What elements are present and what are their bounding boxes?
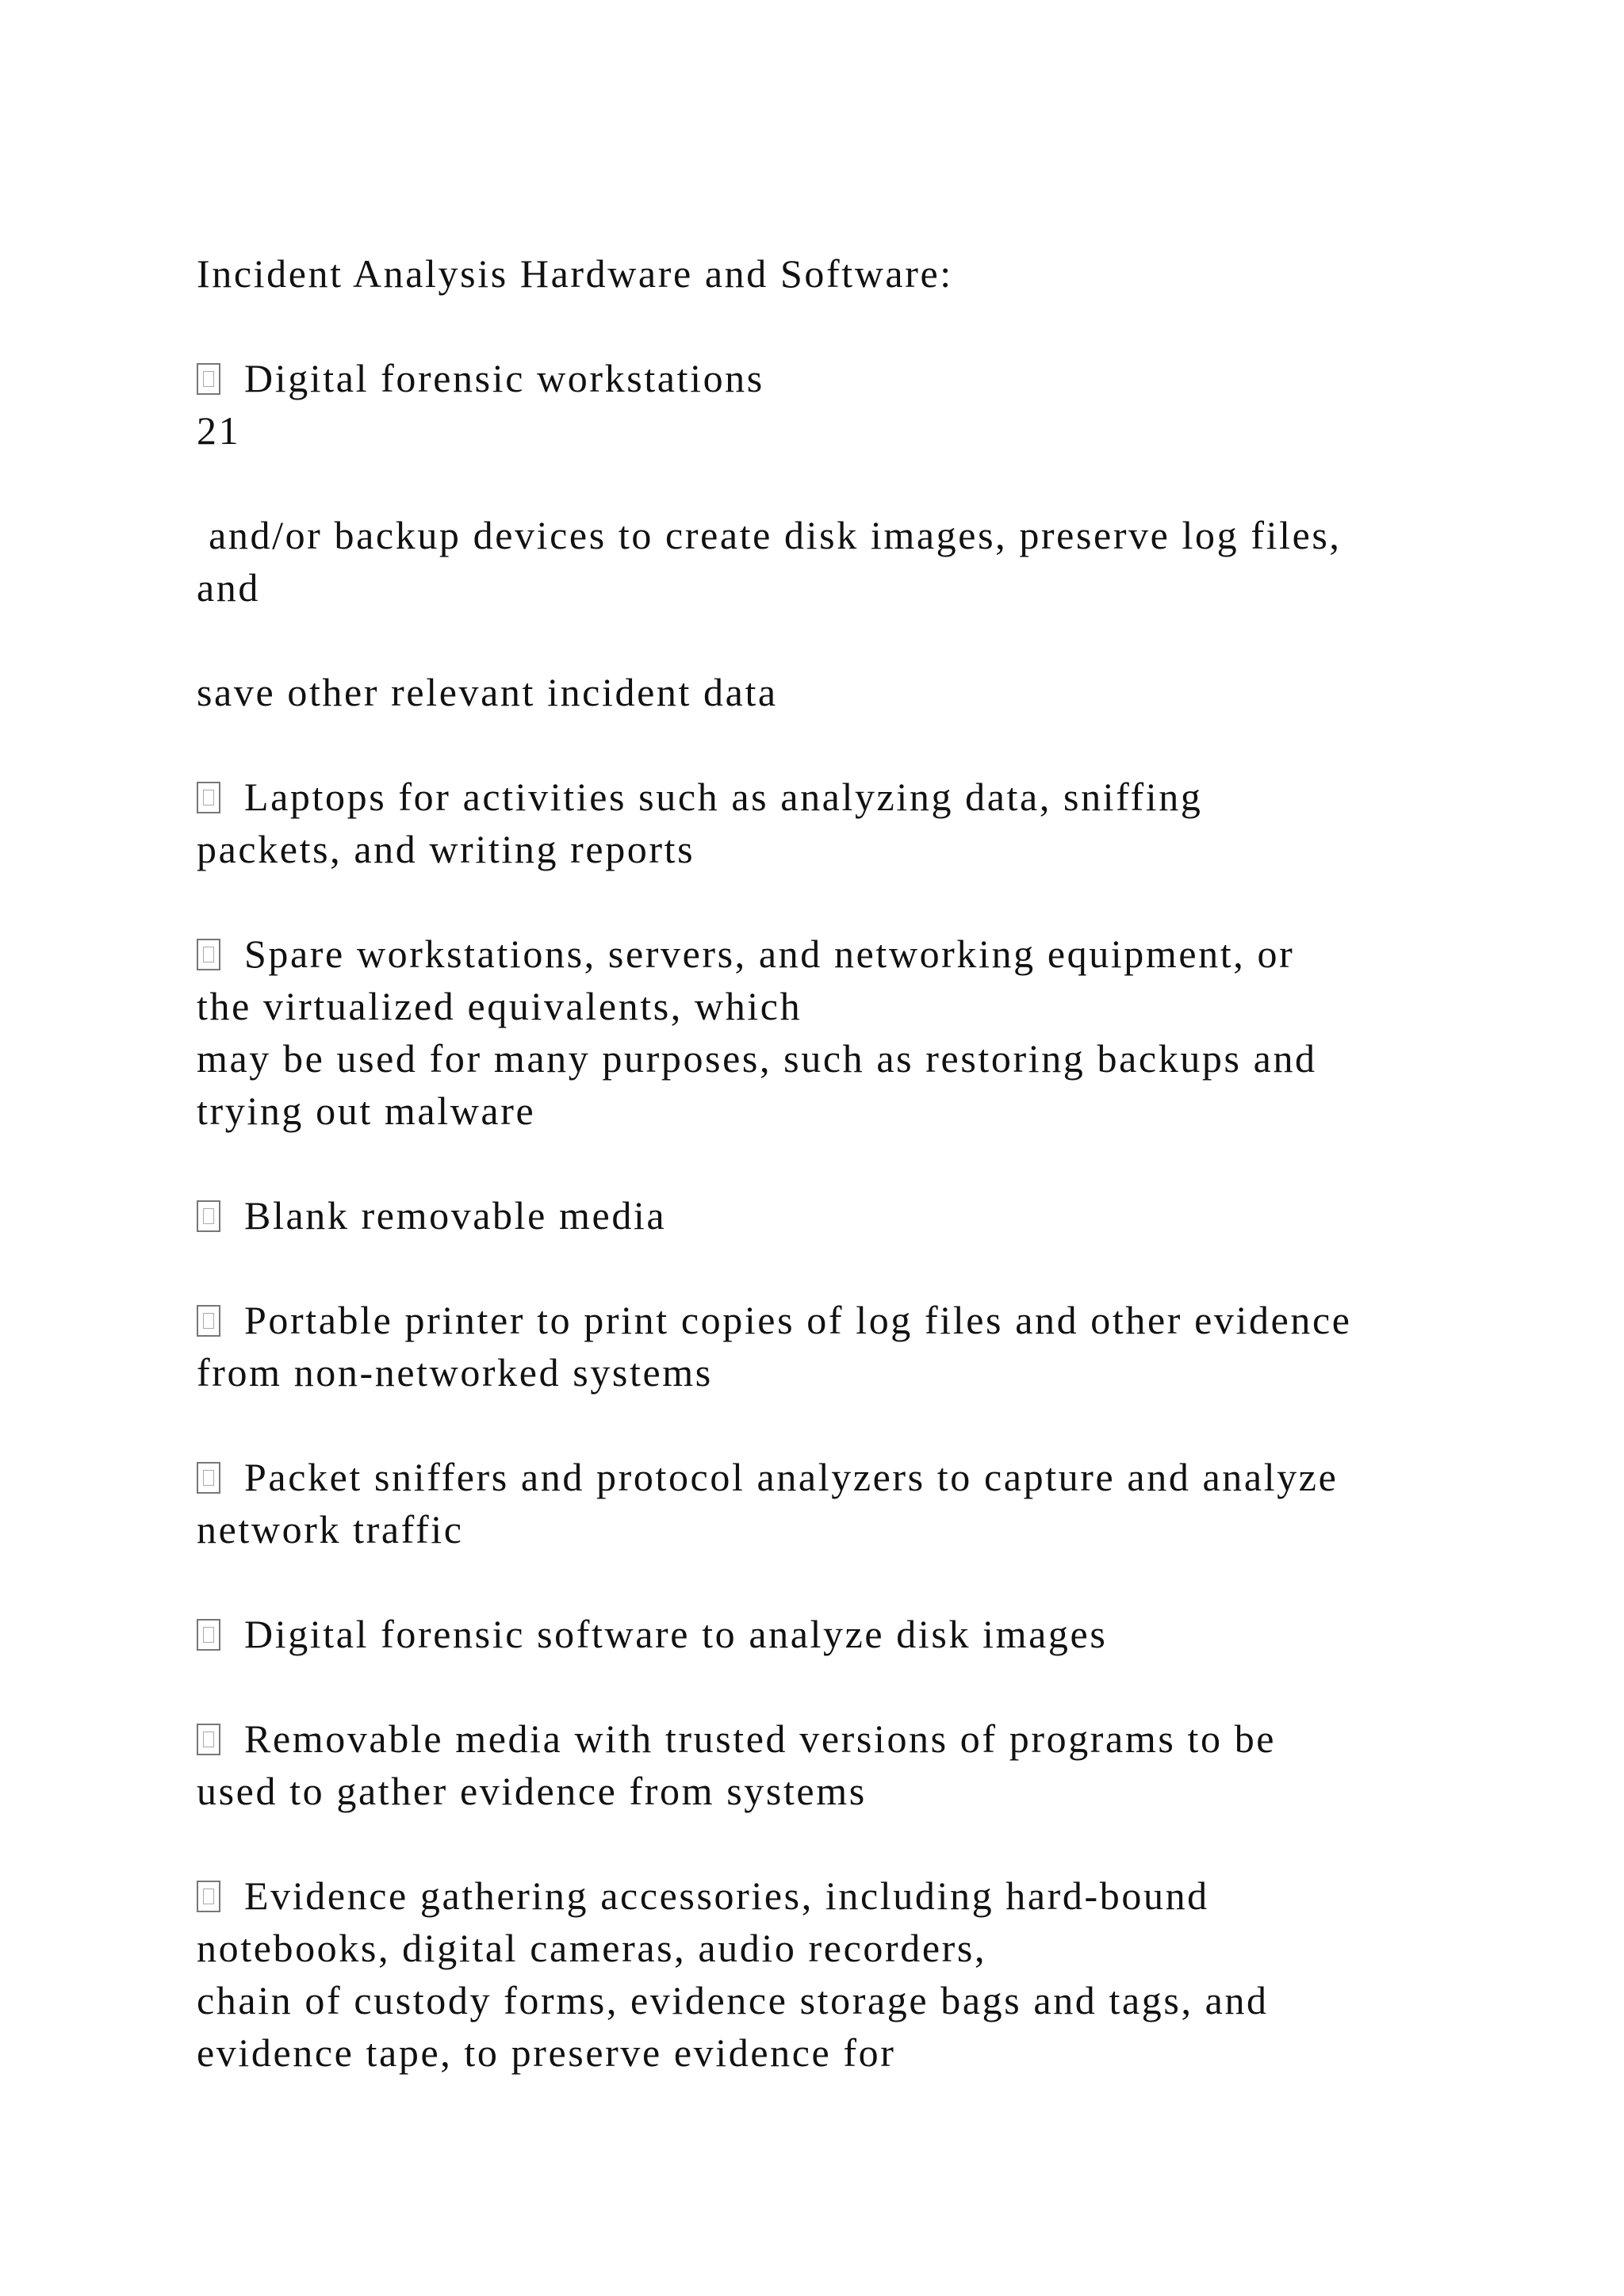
paragraph-line: the virtualized equivalents, which (197, 984, 802, 1028)
spacer (197, 1399, 1465, 1451)
spacer (197, 1242, 1465, 1294)
spacer (197, 1556, 1465, 1608)
missing-glyph-box-icon (197, 1200, 220, 1232)
spacer (197, 300, 1465, 352)
paragraph-line: and/or backup devices to create disk images, preserve log files, (197, 513, 1342, 557)
missing-glyph-box-icon (197, 782, 220, 813)
bullet-item-evidence-accessories (197, 1869, 1465, 1922)
missing-glyph-box-icon (197, 1881, 220, 1912)
spacer (197, 1660, 1465, 1712)
paragraph-line: evidence tape, to preserve evidence for (197, 2030, 896, 2075)
spacer (197, 718, 1465, 771)
bullet-item-portable-printer (197, 1294, 1465, 1346)
bullet-item-blank-media (197, 1189, 1465, 1242)
paragraph-line: may be used for many purposes, such as restoring backups and (197, 1036, 1317, 1081)
bullet-text: Removable media with trusted versions of programs to be (244, 1716, 1277, 1761)
bullet-item-trusted-media (197, 1712, 1465, 1765)
spacer (197, 1137, 1465, 1189)
paragraph-line: notebooks, digital cameras, audio recorders, (197, 1926, 987, 1970)
paragraph-line: save other relevant incident data (197, 670, 778, 714)
page-number: 21 (197, 408, 241, 453)
missing-glyph-box-icon (197, 1462, 220, 1494)
missing-glyph-box-icon (197, 1305, 220, 1337)
paragraph-line: used to gather evidence from systems (197, 1769, 867, 1813)
document-body (197, 247, 1465, 2079)
spacer (197, 457, 1465, 509)
section-heading: Incident Analysis Hardware and Software: (197, 251, 953, 296)
missing-glyph-box-icon (197, 1724, 220, 1755)
bullet-text: Blank removable media (244, 1193, 667, 1238)
bullet-item-packet-sniffers (197, 1451, 1465, 1503)
spacer (197, 1817, 1465, 1869)
bullet-text: Portable printer to print copies of log files and other evidence (244, 1298, 1352, 1342)
bullet-item-laptops (197, 771, 1465, 823)
paragraph-line: and (197, 565, 260, 610)
paragraph-line: from non-networked systems (197, 1350, 713, 1395)
spacer (197, 875, 1465, 928)
bullet-item-forensic-software (197, 1608, 1465, 1660)
missing-glyph-box-icon (197, 363, 220, 395)
bullet-item-spare-equipment (197, 928, 1465, 980)
bullet-text: Spare workstations, servers, and networking equipment, or (244, 932, 1295, 976)
bullet-text: Laptops for activities such as analyzing data, sniffing (244, 775, 1203, 819)
bullet-text: Evidence gathering accessories, including hard-bound (244, 1873, 1209, 1918)
bullet-text: Digital forensic software to analyze disk images (244, 1612, 1108, 1656)
bullet-text: Packet sniffers and protocol analyzers to capture and analyze (244, 1455, 1339, 1499)
paragraph-line: network traffic (197, 1507, 464, 1552)
missing-glyph-box-icon (197, 1619, 220, 1651)
spacer (197, 614, 1465, 666)
missing-glyph-box-icon (197, 939, 220, 970)
paragraph-line: packets, and writing reports (197, 827, 695, 871)
paragraph-line: chain of custody forms, evidence storage bags and tags, and (197, 1978, 1269, 2022)
bullet-item-workstations (197, 352, 1465, 404)
bullet-text: Digital forensic workstations (244, 356, 764, 400)
paragraph-line: trying out malware (197, 1089, 536, 1133)
